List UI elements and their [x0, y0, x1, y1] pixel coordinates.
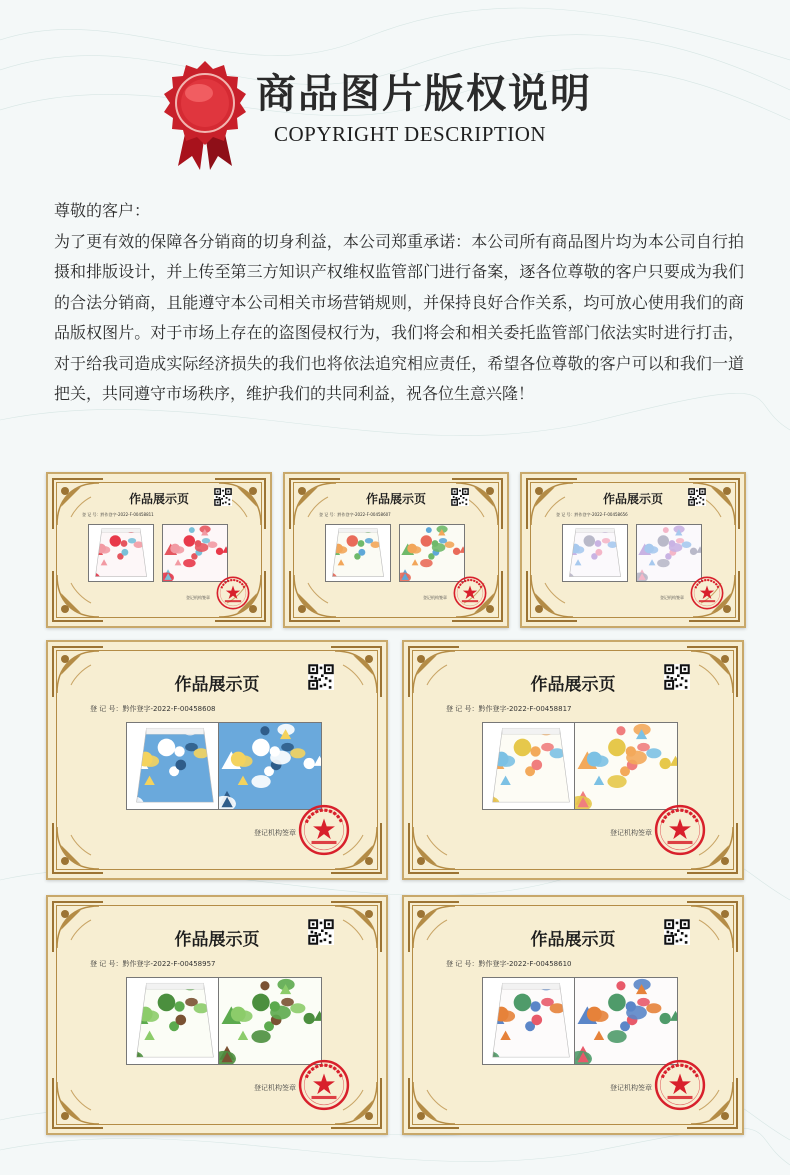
qr-code-icon — [308, 919, 334, 945]
product-photo — [126, 722, 224, 810]
corner-ornament-icon — [407, 1076, 461, 1130]
certificate-title: 作品展示页 — [365, 492, 426, 506]
fabric-pattern-image — [575, 723, 677, 809]
certificate-card — [520, 472, 746, 628]
qr-code-icon — [688, 488, 706, 506]
certificate-title: 作品展示页 — [174, 675, 260, 695]
corner-ornament-icon — [407, 821, 461, 875]
agency-signature-label: 登记机构签章 — [254, 829, 296, 837]
page-title: 商品图片版权说明 — [256, 71, 592, 117]
skirt-image — [89, 525, 153, 581]
product-photo — [482, 977, 580, 1065]
official-seal-stamp-icon — [453, 576, 487, 610]
qr-code-icon — [664, 919, 690, 945]
agency-signature-label: 登记机构签章 — [660, 595, 684, 600]
fabric-pattern-image — [575, 978, 677, 1064]
certificate-title: 作品展示页 — [530, 930, 616, 950]
skirt-image — [483, 978, 579, 1064]
skirt-image — [483, 723, 579, 809]
header — [0, 48, 790, 178]
fabric-pattern-image — [400, 525, 464, 581]
corner-ornament-icon — [51, 821, 105, 875]
pattern-photo — [574, 722, 678, 810]
fabric-pattern-image — [637, 525, 701, 581]
agency-signature-label: 登记机构签章 — [423, 595, 447, 600]
fabric-pattern-image — [163, 525, 227, 581]
certificate-card — [46, 640, 388, 880]
skirt-image — [563, 525, 627, 581]
product-photo — [88, 524, 154, 582]
agency-signature-label: 登记机构签章 — [610, 1084, 652, 1092]
copyright-statement: 为了更有效的保障各分销商的切身利益，本公司郑重承诺：本公司所有商品图片均为本公司自行拍摄和排版设计，并上传至第三方知识产权维权监管部门进行备案，逐各位尊敬的客户只要成为我们的合法分销商，且能遵守本公司相关市场营销规则，并保持良好合作关系，均可放心使用我们的商品版权图片。对于市场上存在的盗图侵权行为，我们将会和相关委托监管部门依法实时进行打击，对于给我司造成实际经济损失的我们也将依法追究相应责任，希望各位尊敬的客户可以和我们一道把关，共同遵守市场秩序，维护我们的共同利益，祝各位生意兴隆！ — [54, 231, 744, 403]
skirt-image — [127, 723, 223, 809]
official-seal-stamp-icon — [298, 1059, 350, 1111]
page-subtitle: COPYRIGHT DESCRIPTION — [274, 122, 547, 146]
fabric-pattern-image — [219, 723, 321, 809]
official-seal-stamp-icon — [654, 1059, 706, 1111]
certificate-card — [402, 895, 744, 1135]
skirt-image — [127, 978, 223, 1064]
official-seal-stamp-icon — [654, 804, 706, 856]
agency-signature-label: 登记机构签章 — [254, 1084, 296, 1092]
official-seal-stamp-icon — [298, 804, 350, 856]
registration-number: 登 记 号：黔作登字-2022-F-00458656 — [556, 512, 628, 517]
certificate-card — [402, 640, 744, 880]
intro-text — [54, 196, 744, 410]
pattern-photo — [636, 524, 702, 582]
corner-ornament-icon — [51, 1076, 105, 1130]
certificate-card — [283, 472, 509, 628]
certificate-card — [46, 895, 388, 1135]
certificate-title: 作品展示页 — [602, 492, 663, 506]
greeting: 尊敬的客户： — [54, 201, 151, 220]
agency-signature-label: 登记机构签章 — [610, 829, 652, 837]
official-seal-stamp-icon — [216, 576, 250, 610]
certificate-title: 作品展示页 — [174, 930, 260, 950]
official-seal-stamp-icon — [690, 576, 724, 610]
fabric-pattern-image — [219, 978, 321, 1064]
certificate-title: 作品展示页 — [128, 492, 189, 506]
pattern-photo — [574, 977, 678, 1065]
pattern-photo — [218, 722, 322, 810]
product-photo — [126, 977, 224, 1065]
registration-number: 登 记 号：黔作登字-2022-F-00458608 — [90, 705, 216, 713]
qr-code-icon — [451, 488, 469, 506]
pattern-photo — [162, 524, 228, 582]
qr-code-icon — [214, 488, 232, 506]
pattern-photo — [218, 977, 322, 1065]
qr-code-icon — [308, 664, 334, 690]
pattern-photo — [399, 524, 465, 582]
registration-number: 登 记 号：黔作登字-2022-F-00458610 — [446, 960, 572, 968]
product-photo — [325, 524, 391, 582]
certificate-title: 作品展示页 — [530, 675, 616, 695]
award-ribbon-icon — [160, 58, 250, 173]
product-photo — [482, 722, 580, 810]
registration-number: 登 记 号：黔作登字-2022-F-00458817 — [446, 705, 572, 713]
product-photo — [562, 524, 628, 582]
skirt-image — [326, 525, 390, 581]
qr-code-icon — [664, 664, 690, 690]
certificate-card — [46, 472, 272, 628]
registration-number: 登 记 号：黔作登字-2022-F-00458957 — [90, 960, 216, 968]
registration-number: 登 记 号：黔作登字-2022-F-00458811 — [82, 512, 154, 517]
agency-signature-label: 登记机构签章 — [186, 595, 210, 600]
registration-number: 登 记 号：黔作登字-2022-F-00458607 — [319, 512, 391, 517]
